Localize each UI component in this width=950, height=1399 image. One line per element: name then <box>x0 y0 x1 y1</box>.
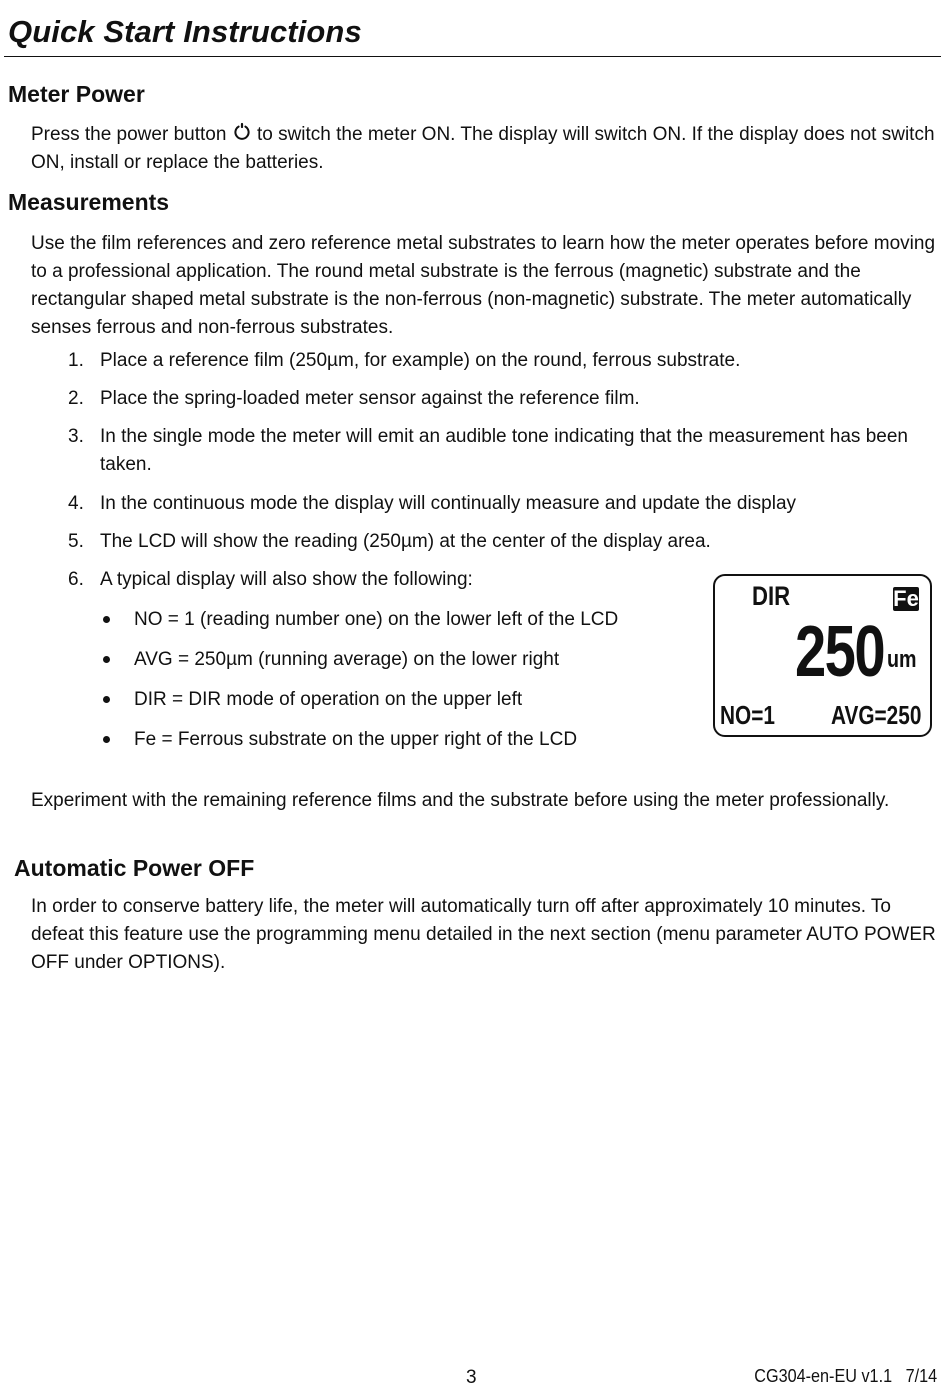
lcd-reading: 250 <box>795 612 885 692</box>
legend-item <box>100 726 700 766</box>
document-id: CG304-en-EU v1.1 7/14 <box>754 1366 937 1386</box>
lcd-mode: DIR <box>752 581 791 611</box>
legend-text: Fe = Ferrous substrate on the upper right of the LCD <box>134 729 578 750</box>
display-legend-list <box>100 606 700 766</box>
meter-power-text <box>31 121 943 177</box>
bullet-icon <box>103 656 110 663</box>
step-text: In the single mode the meter will emit an audible tone indicating that the measurement has been taken. <box>100 426 908 475</box>
legend-item <box>100 686 700 726</box>
bullet-icon <box>103 696 110 703</box>
step-number: 6. <box>68 569 84 590</box>
lcd-substrate-indicator: Fe <box>893 586 919 611</box>
meter-power-text-after: to switch the meter ON. The display will switch ON. If the display does not switch ON, install or replace the batteries. <box>31 124 935 173</box>
step-text: Place a reference film (250µm, for example) on the round, ferrous substrate. <box>100 350 741 371</box>
bullet-icon <box>103 616 110 623</box>
page-number: 3 <box>466 1367 477 1388</box>
legend-item <box>100 646 700 686</box>
legend-item <box>100 606 700 646</box>
lcd-average: AVG=250 <box>831 700 922 730</box>
step-text: Place the spring-loaded meter sensor against the reference film. <box>100 388 640 409</box>
step-number: 1. <box>68 350 84 371</box>
measurements-intro: Use the film references and zero reference metal substrates to learn how the meter operates before moving to a professional application. The round metal substrate is the ferrous (magnetic) substrate and the rectangular shaped metal substrate is the non-ferrous (non-magnetic) substrate. The meter automatically senses ferrous and non-ferrous substrates. <box>31 233 936 338</box>
step-text: A typical display will also show the following: <box>100 569 473 590</box>
legend-text: NO = 1 (reading number one) on the lower left of the LCD <box>134 609 619 630</box>
power-icon <box>234 122 250 142</box>
step-text: The LCD will show the reading (250µm) at the center of the display area. <box>100 531 711 552</box>
measurements-heading: Measurements <box>8 189 170 215</box>
auto-power-off-heading: Automatic Power OFF <box>14 855 255 881</box>
step-number: 3. <box>68 426 84 447</box>
meter-power-text-before: Press the power button <box>31 124 227 145</box>
step-number: 2. <box>68 388 84 409</box>
lcd-unit: um <box>887 646 917 673</box>
legend-text: DIR = DIR mode of operation on the upper left <box>134 689 523 710</box>
lcd-reading-number: NO=1 <box>720 700 775 730</box>
step-number: 5. <box>68 531 84 552</box>
step-item <box>68 423 938 490</box>
step-item <box>68 490 938 528</box>
lcd-display-illustration <box>713 574 932 737</box>
measurements-outro: Experiment with the remaining reference films and the substrate before using the meter professionally. <box>31 790 890 811</box>
step-item <box>68 385 938 423</box>
title-rule <box>4 56 941 57</box>
step-number: 4. <box>68 493 84 514</box>
step-item <box>68 528 938 566</box>
auto-power-off-text: In order to conserve battery life, the meter will automatically turn off after approximately 10 minutes. To defeat this feature use the programming menu detailed in the next section (menu parameter AUTO POWER OFF under OPTIONS). <box>31 896 936 973</box>
page-title: Quick Start Instructions <box>8 14 362 49</box>
bullet-icon <box>103 736 110 743</box>
step-item <box>68 347 938 385</box>
step-text: In the continuous mode the display will continually measure and update the display <box>100 493 797 514</box>
legend-text: AVG = 250µm (running average) on the lower right <box>134 649 560 670</box>
meter-power-heading: Meter Power <box>8 81 145 107</box>
measurement-steps <box>68 347 938 604</box>
